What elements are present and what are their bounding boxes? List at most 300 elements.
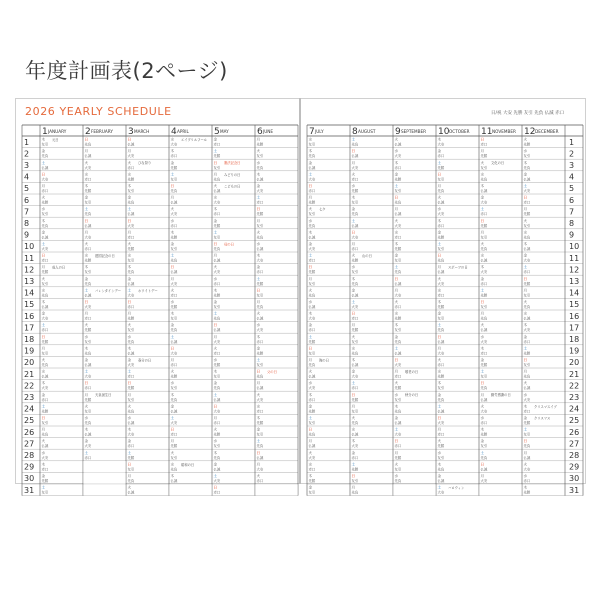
day-cell[interactable] [85,299,92,309]
day-cell[interactable] [85,137,92,147]
day-cell[interactable] [128,450,135,460]
day-cell[interactable] [42,485,49,495]
day-cell[interactable] [214,334,221,344]
day-cell[interactable] [481,299,488,309]
day-cell[interactable] [85,148,92,158]
day-cell[interactable] [214,427,221,437]
day-cell[interactable] [352,415,359,425]
day-cell[interactable] [395,345,402,355]
day-cell[interactable] [171,345,178,355]
day-cell[interactable] [171,369,178,379]
day-cell[interactable] [438,148,445,158]
day-cell[interactable] [85,253,115,263]
day-cell[interactable] [257,253,264,263]
day-cell[interactable] [128,334,135,344]
day-cell[interactable] [352,195,359,205]
day-cell[interactable] [214,322,221,332]
day-cell[interactable] [309,311,316,321]
day-cell[interactable] [309,334,316,344]
day-cell[interactable] [352,334,359,344]
day-cell[interactable] [352,473,359,483]
day-cell[interactable] [524,473,531,483]
day-cell[interactable] [309,229,316,239]
day-cell[interactable] [257,473,264,483]
day-cell[interactable] [85,392,112,402]
day-cell[interactable] [85,450,92,460]
day-cell[interactable] [171,183,178,193]
day-cell[interactable] [171,392,178,402]
day-cell[interactable] [85,229,92,239]
day-cell[interactable] [214,485,221,495]
day-cell[interactable] [128,403,135,413]
day-cell[interactable] [214,345,221,355]
day-cell[interactable] [352,380,359,390]
day-cell[interactable] [309,241,316,251]
day-cell[interactable] [128,229,135,239]
day-cell[interactable] [352,311,359,321]
day-cell[interactable] [257,380,264,390]
day-cell[interactable] [309,322,316,332]
day-cell[interactable] [128,218,135,228]
day-cell[interactable] [42,427,49,437]
day-cell[interactable] [438,171,445,181]
day-cell[interactable] [524,485,531,495]
day-cell[interactable] [438,485,465,495]
day-cell[interactable] [481,253,488,263]
day-cell[interactable] [171,322,178,332]
day-cell[interactable] [128,311,135,321]
day-cell[interactable] [171,276,178,286]
day-cell[interactable] [171,206,178,216]
day-cell[interactable] [214,299,221,309]
day-cell[interactable] [171,427,178,437]
day-cell[interactable] [85,264,92,274]
day-cell[interactable] [214,403,221,413]
day-cell[interactable] [309,264,316,274]
day-cell[interactable] [128,461,135,471]
day-cell[interactable] [395,137,402,147]
day-cell[interactable] [352,229,359,239]
day-cell[interactable] [438,473,445,483]
day-cell[interactable] [395,473,402,483]
day-cell[interactable] [352,171,359,181]
day-cell[interactable] [309,218,316,228]
day-cell[interactable] [214,253,221,263]
day-cell[interactable] [352,253,372,263]
day-cell[interactable] [438,311,445,321]
day-cell[interactable] [171,450,178,460]
day-cell[interactable] [257,450,264,460]
day-cell[interactable] [214,171,241,181]
day-cell[interactable] [85,241,92,251]
day-cell[interactable] [309,473,316,483]
day-cell[interactable] [42,322,49,332]
day-cell[interactable] [524,322,531,332]
day-cell[interactable] [85,311,92,321]
day-cell[interactable] [524,427,531,437]
day-cell[interactable] [438,287,445,297]
day-cell[interactable] [309,276,316,286]
day-cell[interactable] [214,473,221,483]
day-cell[interactable] [128,160,152,170]
day-cell[interactable] [42,229,49,239]
day-cell[interactable] [128,183,135,193]
day-cell[interactable] [395,264,402,274]
day-cell[interactable] [171,380,178,390]
day-cell[interactable] [128,322,135,332]
day-cell[interactable] [481,334,488,344]
day-cell[interactable] [309,171,316,181]
day-cell[interactable] [214,206,221,216]
day-cell[interactable] [524,415,551,425]
day-cell[interactable] [171,229,178,239]
day-cell[interactable] [214,160,241,170]
day-cell[interactable] [214,357,221,367]
day-cell[interactable] [85,403,92,413]
day-cell[interactable] [524,461,531,471]
day-cell[interactable] [171,264,178,274]
day-cell[interactable] [438,334,445,344]
day-cell[interactable] [481,183,488,193]
day-cell[interactable] [395,299,402,309]
day-cell[interactable] [257,218,264,228]
day-cell[interactable] [85,287,122,297]
day-cell[interactable] [438,357,445,367]
day-cell[interactable] [481,357,488,367]
day-cell[interactable] [128,380,135,390]
day-cell[interactable] [481,287,488,297]
day-cell[interactable] [438,461,445,471]
day-cell[interactable] [257,229,264,239]
day-cell[interactable] [85,427,92,437]
day-cell[interactable] [395,276,402,286]
day-cell[interactable] [171,415,178,425]
day-cell[interactable] [481,160,505,170]
day-cell[interactable] [438,137,445,147]
day-cell[interactable] [438,450,445,460]
day-cell[interactable] [42,334,49,344]
day-cell[interactable] [438,264,468,274]
day-cell[interactable] [438,369,445,379]
day-cell[interactable] [257,241,264,251]
day-cell[interactable] [352,148,359,158]
day-cell[interactable] [524,253,531,263]
day-cell[interactable] [309,403,316,413]
day-cell[interactable] [309,195,316,205]
day-cell[interactable] [257,206,264,216]
day-cell[interactable] [42,369,49,379]
day-cell[interactable] [214,461,221,471]
day-cell[interactable] [395,461,402,471]
day-cell[interactable] [481,137,488,147]
day-cell[interactable] [309,450,316,460]
day-cell[interactable] [352,450,359,460]
day-cell[interactable] [214,264,221,274]
day-cell[interactable] [214,380,221,390]
day-cell[interactable] [128,392,135,402]
day-cell[interactable] [352,287,359,297]
day-cell[interactable] [481,403,488,413]
day-cell[interactable] [214,137,221,147]
day-cell[interactable] [171,287,178,297]
day-cell[interactable] [257,415,264,425]
day-cell[interactable] [257,264,264,274]
day-cell[interactable] [171,461,195,471]
day-cell[interactable] [309,345,316,355]
day-cell[interactable] [85,218,92,228]
day-cell[interactable] [257,392,264,402]
day-cell[interactable] [524,287,531,297]
day-cell[interactable] [85,369,92,379]
day-cell[interactable] [524,218,531,228]
day-cell[interactable] [85,438,92,448]
day-cell[interactable] [438,403,445,413]
day-cell[interactable] [352,183,359,193]
day-cell[interactable] [42,450,49,460]
day-cell[interactable] [481,148,488,158]
day-cell[interactable] [42,253,49,263]
day-cell[interactable] [309,206,326,216]
day-cell[interactable] [257,438,264,448]
day-cell[interactable] [257,299,264,309]
day-cell[interactable] [395,380,402,390]
day-cell[interactable] [395,322,402,332]
day-cell[interactable] [481,218,488,228]
day-cell[interactable] [524,450,531,460]
day-cell[interactable] [42,311,49,321]
day-cell[interactable] [309,287,316,297]
day-cell[interactable] [524,334,531,344]
day-cell[interactable] [85,334,92,344]
day-cell[interactable] [395,311,402,321]
day-cell[interactable] [309,357,329,367]
day-cell[interactable] [257,148,264,158]
day-cell[interactable] [171,334,178,344]
day-cell[interactable] [85,195,92,205]
day-cell[interactable] [481,206,488,216]
day-cell[interactable] [481,345,488,355]
day-cell[interactable] [128,345,135,355]
day-cell[interactable] [42,137,59,147]
day-cell[interactable] [395,195,402,205]
day-cell[interactable] [524,206,531,216]
day-cell[interactable] [85,415,92,425]
day-cell[interactable] [171,241,178,251]
day-cell[interactable] [128,427,135,437]
day-cell[interactable] [395,287,402,297]
day-cell[interactable] [395,218,402,228]
day-cell[interactable] [481,229,488,239]
day-cell[interactable] [171,218,178,228]
day-cell[interactable] [524,229,531,239]
day-cell[interactable] [128,241,135,251]
day-cell[interactable] [309,392,316,402]
day-cell[interactable] [42,473,49,483]
day-cell[interactable] [42,206,49,216]
day-cell[interactable] [524,183,531,193]
day-cell[interactable] [524,311,531,321]
day-cell[interactable] [309,485,316,495]
day-cell[interactable] [395,392,419,402]
day-cell[interactable] [395,438,402,448]
day-cell[interactable] [85,345,92,355]
day-cell[interactable] [214,183,241,193]
day-cell[interactable] [171,195,178,205]
day-cell[interactable] [438,229,445,239]
day-cell[interactable] [214,148,221,158]
day-cell[interactable] [352,322,359,332]
day-cell[interactable] [352,276,359,286]
day-cell[interactable] [128,195,135,205]
day-cell[interactable] [85,357,92,367]
day-cell[interactable] [257,345,264,355]
day-cell[interactable] [438,438,445,448]
day-cell[interactable] [214,218,221,228]
day-cell[interactable] [42,171,49,181]
day-cell[interactable] [257,322,264,332]
day-cell[interactable] [42,241,49,251]
day-cell[interactable] [352,369,359,379]
day-cell[interactable] [395,241,402,251]
day-cell[interactable] [395,183,402,193]
day-cell[interactable] [395,369,419,379]
day-cell[interactable] [128,369,135,379]
day-cell[interactable] [438,276,445,286]
day-cell[interactable] [352,299,359,309]
day-cell[interactable] [438,415,445,425]
day-cell[interactable] [42,461,49,471]
day-cell[interactable] [524,276,531,286]
day-cell[interactable] [438,392,445,402]
day-cell[interactable] [395,450,402,460]
day-cell[interactable] [309,380,316,390]
day-cell[interactable] [481,438,488,448]
day-cell[interactable] [481,450,488,460]
day-cell[interactable] [257,137,264,147]
day-cell[interactable] [42,438,49,448]
day-cell[interactable] [309,253,316,263]
day-cell[interactable] [309,299,316,309]
day-cell[interactable] [438,427,445,437]
day-cell[interactable] [524,357,531,367]
day-cell[interactable] [481,241,488,251]
day-cell[interactable] [128,137,135,147]
day-cell[interactable] [395,415,402,425]
day-cell[interactable] [352,392,359,402]
day-cell[interactable] [171,160,178,170]
day-cell[interactable] [257,183,264,193]
day-cell[interactable] [524,137,531,147]
day-cell[interactable] [128,485,135,495]
day-cell[interactable] [214,392,221,402]
day-cell[interactable] [395,148,402,158]
day-cell[interactable] [128,171,135,181]
day-cell[interactable] [309,160,316,170]
day-cell[interactable] [438,345,445,355]
day-cell[interactable] [85,160,92,170]
day-cell[interactable] [128,415,135,425]
day-cell[interactable] [42,160,49,170]
day-cell[interactable] [438,206,445,216]
day-cell[interactable] [438,241,445,251]
day-cell[interactable] [42,287,49,297]
day-cell[interactable] [524,438,531,448]
day-cell[interactable] [42,299,49,309]
day-cell[interactable] [42,403,49,413]
day-cell[interactable] [171,148,178,158]
day-cell[interactable] [214,287,221,297]
day-cell[interactable] [438,380,445,390]
day-cell[interactable] [257,276,264,286]
day-cell[interactable] [85,380,92,390]
day-cell[interactable] [352,427,359,437]
day-cell[interactable] [481,276,488,286]
day-cell[interactable] [524,195,531,205]
day-cell[interactable] [171,438,178,448]
day-cell[interactable] [524,299,531,309]
day-cell[interactable] [438,218,445,228]
day-cell[interactable] [85,171,92,181]
day-cell[interactable] [438,160,445,170]
day-cell[interactable] [171,357,178,367]
day-cell[interactable] [352,485,359,495]
day-cell[interactable] [481,461,488,471]
day-cell[interactable] [438,183,445,193]
day-cell[interactable] [214,369,221,379]
day-cell[interactable] [352,461,359,471]
day-cell[interactable] [257,171,264,181]
day-cell[interactable] [214,450,221,460]
day-cell[interactable] [214,415,221,425]
day-cell[interactable] [128,264,135,274]
day-cell[interactable] [128,276,135,286]
day-cell[interactable] [128,438,135,448]
day-cell[interactable] [128,299,135,309]
day-cell[interactable] [309,369,316,379]
day-cell[interactable] [214,229,221,239]
day-cell[interactable] [524,264,531,274]
day-cell[interactable] [352,345,359,355]
day-cell[interactable] [42,357,49,367]
day-cell[interactable] [214,438,221,448]
day-cell[interactable] [257,160,264,170]
day-cell[interactable] [257,461,264,471]
day-cell[interactable] [395,334,402,344]
day-cell[interactable] [438,253,445,263]
day-cell[interactable] [257,369,277,379]
day-cell[interactable] [257,311,264,321]
day-cell[interactable] [352,264,359,274]
day-cell[interactable] [481,311,488,321]
day-cell[interactable] [352,403,359,413]
day-cell[interactable] [524,392,531,402]
day-cell[interactable] [481,473,488,483]
day-cell[interactable] [128,206,135,216]
day-cell[interactable] [309,415,316,425]
day-cell[interactable] [257,427,264,437]
day-cell[interactable] [171,403,178,413]
day-cell[interactable] [352,137,359,147]
day-cell[interactable] [171,311,178,321]
day-cell[interactable] [128,253,135,263]
day-cell[interactable] [352,218,359,228]
day-cell[interactable] [352,357,359,367]
day-cell[interactable] [257,195,264,205]
day-cell[interactable] [42,392,49,402]
day-cell[interactable] [438,322,445,332]
day-cell[interactable] [438,299,445,309]
day-cell[interactable] [257,357,264,367]
